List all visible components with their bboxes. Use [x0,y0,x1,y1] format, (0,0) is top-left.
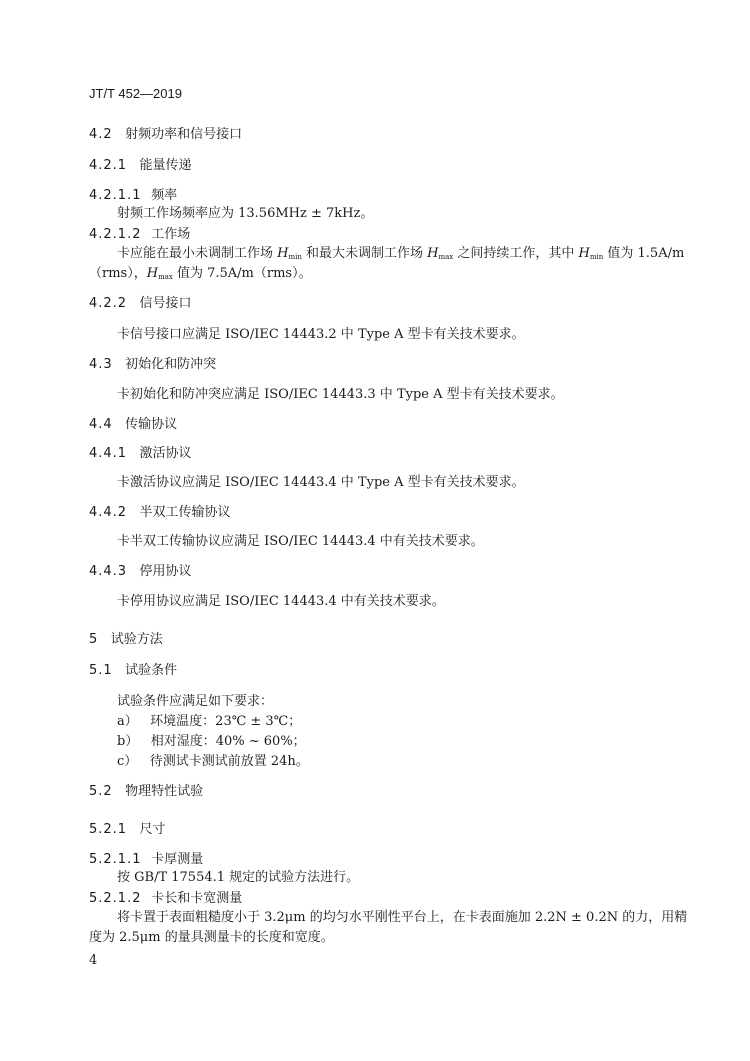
min-subscript: min [288,253,302,261]
h-symbol: H [427,246,439,261]
section-heading-4-4-2 [89,505,231,521]
list-item [117,734,306,750]
text-run: 值为 7.5A/m（rms）。 [172,266,312,281]
section-number: 4.2.2 [89,296,128,311]
text-run: 和最大未调制工作场 [301,246,428,261]
section-title: 信号接口 [139,296,192,311]
section-title: 频率 [151,188,178,203]
section-title: 工作场 [151,227,191,242]
page-number: 4 [89,953,98,968]
max-subscript: max [158,273,173,281]
list-text: 待测试卡测试前放置 24h。 [149,754,309,769]
section-title: 半双工传输协议 [139,505,231,520]
paragraph: 卡半双工传输协议应满足 ISO/IEC 14443.4 中有关技术要求。 [117,534,484,549]
h-symbol: H [146,266,159,281]
section-number: 5 [89,632,99,647]
paragraph: 卡激活协议应满足 ISO/IEC 14443.4 中 Type A 型卡有关技术要求。 [117,475,525,490]
section-heading-4-2-1 [89,158,192,174]
list-text: 相对湿度：40% ~ 60%； [150,734,306,749]
section-number: 4.3 [89,357,113,372]
section-number: 4.4.1 [89,446,128,461]
section-title: 能量传递 [139,158,192,173]
section-heading-4-2-2 [89,296,192,312]
section-number: 5.2.1.2 [89,891,142,906]
list-marker: c） [117,754,138,769]
list-marker: b） [117,734,139,749]
section-number: 4.4.2 [89,505,128,520]
section-number: 5.2.1.1 [89,852,142,867]
section-number: 4.2.1.2 [89,227,142,242]
section-heading-5-2-1 [89,822,166,838]
paragraph: 卡初始化和防冲突应满足 ISO/IEC 14443.3 中 Type A 型卡有关技术要求。 [117,387,564,402]
paragraph-line-2: 度为 2.5μm 的量具测量卡的长度和宽度。 [89,930,334,945]
list-item [117,714,301,730]
paragraph: 射频工作场频率应为 13.56MHz ± 7kHz。 [117,206,374,221]
section-heading-4-4-3 [89,564,192,580]
section-number: 4.4 [89,417,113,432]
section-heading-5-1 [89,663,177,679]
section-heading-5-2-1-2 [89,890,242,907]
section-heading-4-4 [89,417,177,433]
standard-number: JT/T 452—2019 [89,86,182,101]
section-title: 卡长和卡宽测量 [151,891,243,906]
section-heading-4-4-1 [89,446,192,462]
section-heading-4-2-1-1 [89,187,177,204]
paragraph-line-1 [117,246,684,265]
section-heading-4-2-1-2 [89,226,190,243]
section-heading-4-2 [89,127,242,143]
paragraph: 卡信号接口应满足 ISO/IEC 14443.2 中 Type A 型卡有关技术要求。 [117,327,525,342]
max-subscript: max [438,253,454,261]
section-title: 物理特性试验 [125,784,204,799]
list-item [117,754,309,770]
paragraph: 试验条件应满足如下要求： [117,694,274,709]
section-title: 试验条件 [125,663,178,678]
section-number: 4.2.1 [89,158,128,173]
paragraph-line-2 [89,266,312,285]
text-run: 值为 1.5A/m [603,246,685,261]
section-number: 5.2 [89,784,113,799]
section-title: 卡厚测量 [151,852,204,867]
paragraph-line-1: 将卡置于表面粗糙度小于 3.2μm 的均匀水平刚性平台上，在卡表面施加 2.2N ± 0.2N 的力，用精 [117,910,688,925]
section-title: 激活协议 [139,446,192,461]
section-heading-4-3 [89,357,216,373]
section-number: 4.2.1.1 [89,188,142,203]
section-heading-5 [89,632,163,648]
h-symbol: H [277,246,289,261]
text-run: （rms）， [89,266,147,281]
section-title: 传输协议 [125,417,178,432]
section-title: 尺寸 [139,822,166,837]
list-text: 环境温度：23℃ ± 3℃； [150,714,302,729]
section-title: 射频功率和信号接口 [125,127,243,142]
list-marker: a） [117,714,138,729]
text-run: 卡应能在最小未调制工作场 [117,246,278,261]
h-symbol: H [578,246,590,261]
paragraph: 卡停用协议应满足 ISO/IEC 14443.4 中有关技术要求。 [117,594,445,609]
min-subscript: min [589,253,604,261]
section-number: 5.2.1 [89,822,128,837]
paragraph: 按 GB/T 17554.1 规定的试验方法进行。 [117,870,360,885]
section-number: 5.1 [89,663,113,678]
section-title: 试验方法 [110,632,163,647]
text-run: 之间持续工作，其中 [453,246,579,261]
section-heading-5-2 [89,784,203,800]
section-title: 初始化和防冲突 [125,357,217,372]
section-number: 4.2 [89,127,113,142]
section-title: 停用协议 [139,564,192,579]
section-number: 4.4.3 [89,564,128,579]
section-heading-5-2-1-1 [89,851,203,868]
